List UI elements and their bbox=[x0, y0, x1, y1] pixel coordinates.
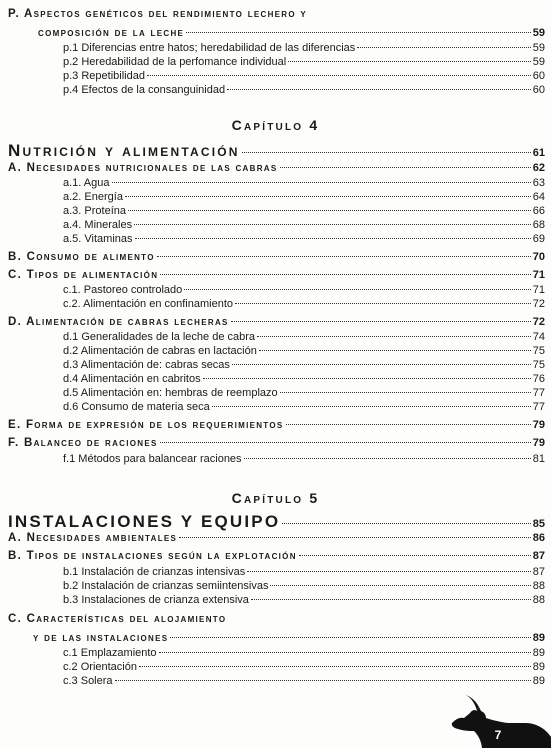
toc-section-p-line1: P. Aspectos genéticos del rendimiento lechero y bbox=[8, 8, 308, 20]
toc-item-d4[interactable]: d.4 Alimentación en cabritos 76 bbox=[63, 373, 545, 385]
toc-item-a2[interactable]: a.2. Energía 64 bbox=[63, 191, 545, 203]
toc-item-5c3[interactable]: c.3 Solera 89 bbox=[63, 675, 545, 687]
toc-section-4b[interactable]: B. Consumo de alimento 70 bbox=[8, 251, 545, 263]
toc-item-p4[interactable]: p.4 Efectos de la consanguinidad 60 bbox=[63, 84, 545, 96]
toc-item-d1[interactable]: d.1 Generalidades de la leche de cabra 74 bbox=[63, 331, 545, 343]
toc-section-4a[interactable]: A. Necesidades nutricionales de las cabras 62 bbox=[8, 162, 545, 174]
toc-item-a4[interactable]: a.4. Minerales 68 bbox=[63, 219, 545, 231]
page-number: 7 bbox=[494, 728, 502, 742]
chapter-5-title[interactable]: INSTALACIONES Y EQUIPO 85 bbox=[8, 512, 545, 531]
toc-item-b2[interactable]: b.2 Instalación de crianzas semiintensivas 88 bbox=[63, 580, 545, 592]
toc-item-5c2[interactable]: c.2 Orientación 89 bbox=[63, 661, 545, 673]
toc-item-c2[interactable]: c.2. Alimentación en confinamiento 72 bbox=[63, 298, 545, 310]
toc-item-p2[interactable]: p.2 Heredabilidad de la perfomance individual 59 bbox=[63, 56, 545, 68]
toc-item-f1[interactable]: f.1 Métodos para balancear raciones 81 bbox=[63, 453, 545, 465]
chapter-4-heading: Capítulo 4 bbox=[231, 117, 320, 133]
toc-item-c1[interactable]: c.1. Pastoreo controlado 71 bbox=[63, 284, 545, 296]
toc-item-b1[interactable]: b.1 Instalación de crianzas intensivas 87 bbox=[63, 566, 545, 578]
toc-item-d2[interactable]: d.2 Alimentación de cabras en lactación 75 bbox=[63, 345, 545, 357]
toc-item-d5[interactable]: d.5 Alimentación en: hembras de reemplazo 77 bbox=[63, 387, 545, 399]
toc-section-4f[interactable]: F. Balanceo de raciones 79 bbox=[8, 437, 545, 449]
toc-section-5a[interactable]: A. Necesidades ambientales 86 bbox=[8, 532, 545, 544]
chapter-4-title[interactable]: Nutrición y alimentación 61 bbox=[8, 141, 545, 160]
toc-item-a1[interactable]: a.1. Agua 63 bbox=[63, 177, 545, 189]
toc-section-4d[interactable]: D. Alimentación de cabras lecheras 72 bbox=[8, 316, 545, 328]
toc-item-p3[interactable]: p.3 Repetibilidad 60 bbox=[63, 70, 545, 82]
toc-item-b3[interactable]: b.3 Instalaciones de crianza extensiva 88 bbox=[63, 594, 545, 606]
toc-item-a3[interactable]: a.3. Proteína 66 bbox=[63, 205, 545, 217]
toc-item-p1[interactable]: p.1 Diferencias entre hatos; heredabilidad de las diferencias 59 bbox=[63, 42, 545, 54]
toc-section-5b[interactable]: B. Tipos de instalaciones según la explotación 87 bbox=[8, 550, 545, 562]
toc-item-d6[interactable]: d.6 Consumo de materia seca 77 bbox=[63, 401, 545, 413]
chapter-5-heading: Capítulo 5 bbox=[231, 490, 320, 506]
toc-section-5c-line1: C. Características del alojamiento bbox=[8, 613, 227, 625]
toc-item-5c1[interactable]: c.1 Emplazamiento 89 bbox=[63, 647, 545, 659]
toc-item-d3[interactable]: d.3 Alimentación de: cabras secas 75 bbox=[63, 359, 545, 371]
toc-section-4c[interactable]: C. Tipos de alimentación 71 bbox=[8, 269, 545, 281]
toc-section-5c-line2[interactable]: y de las instalaciones 89 bbox=[33, 632, 545, 644]
toc-section-4e[interactable]: E. Forma de expresión de los requerimientos 79 bbox=[8, 419, 545, 431]
toc-section-p-line2[interactable]: composición de la leche 59 bbox=[38, 27, 545, 39]
toc-item-a5[interactable]: a.5. Vitaminas 69 bbox=[63, 233, 545, 245]
